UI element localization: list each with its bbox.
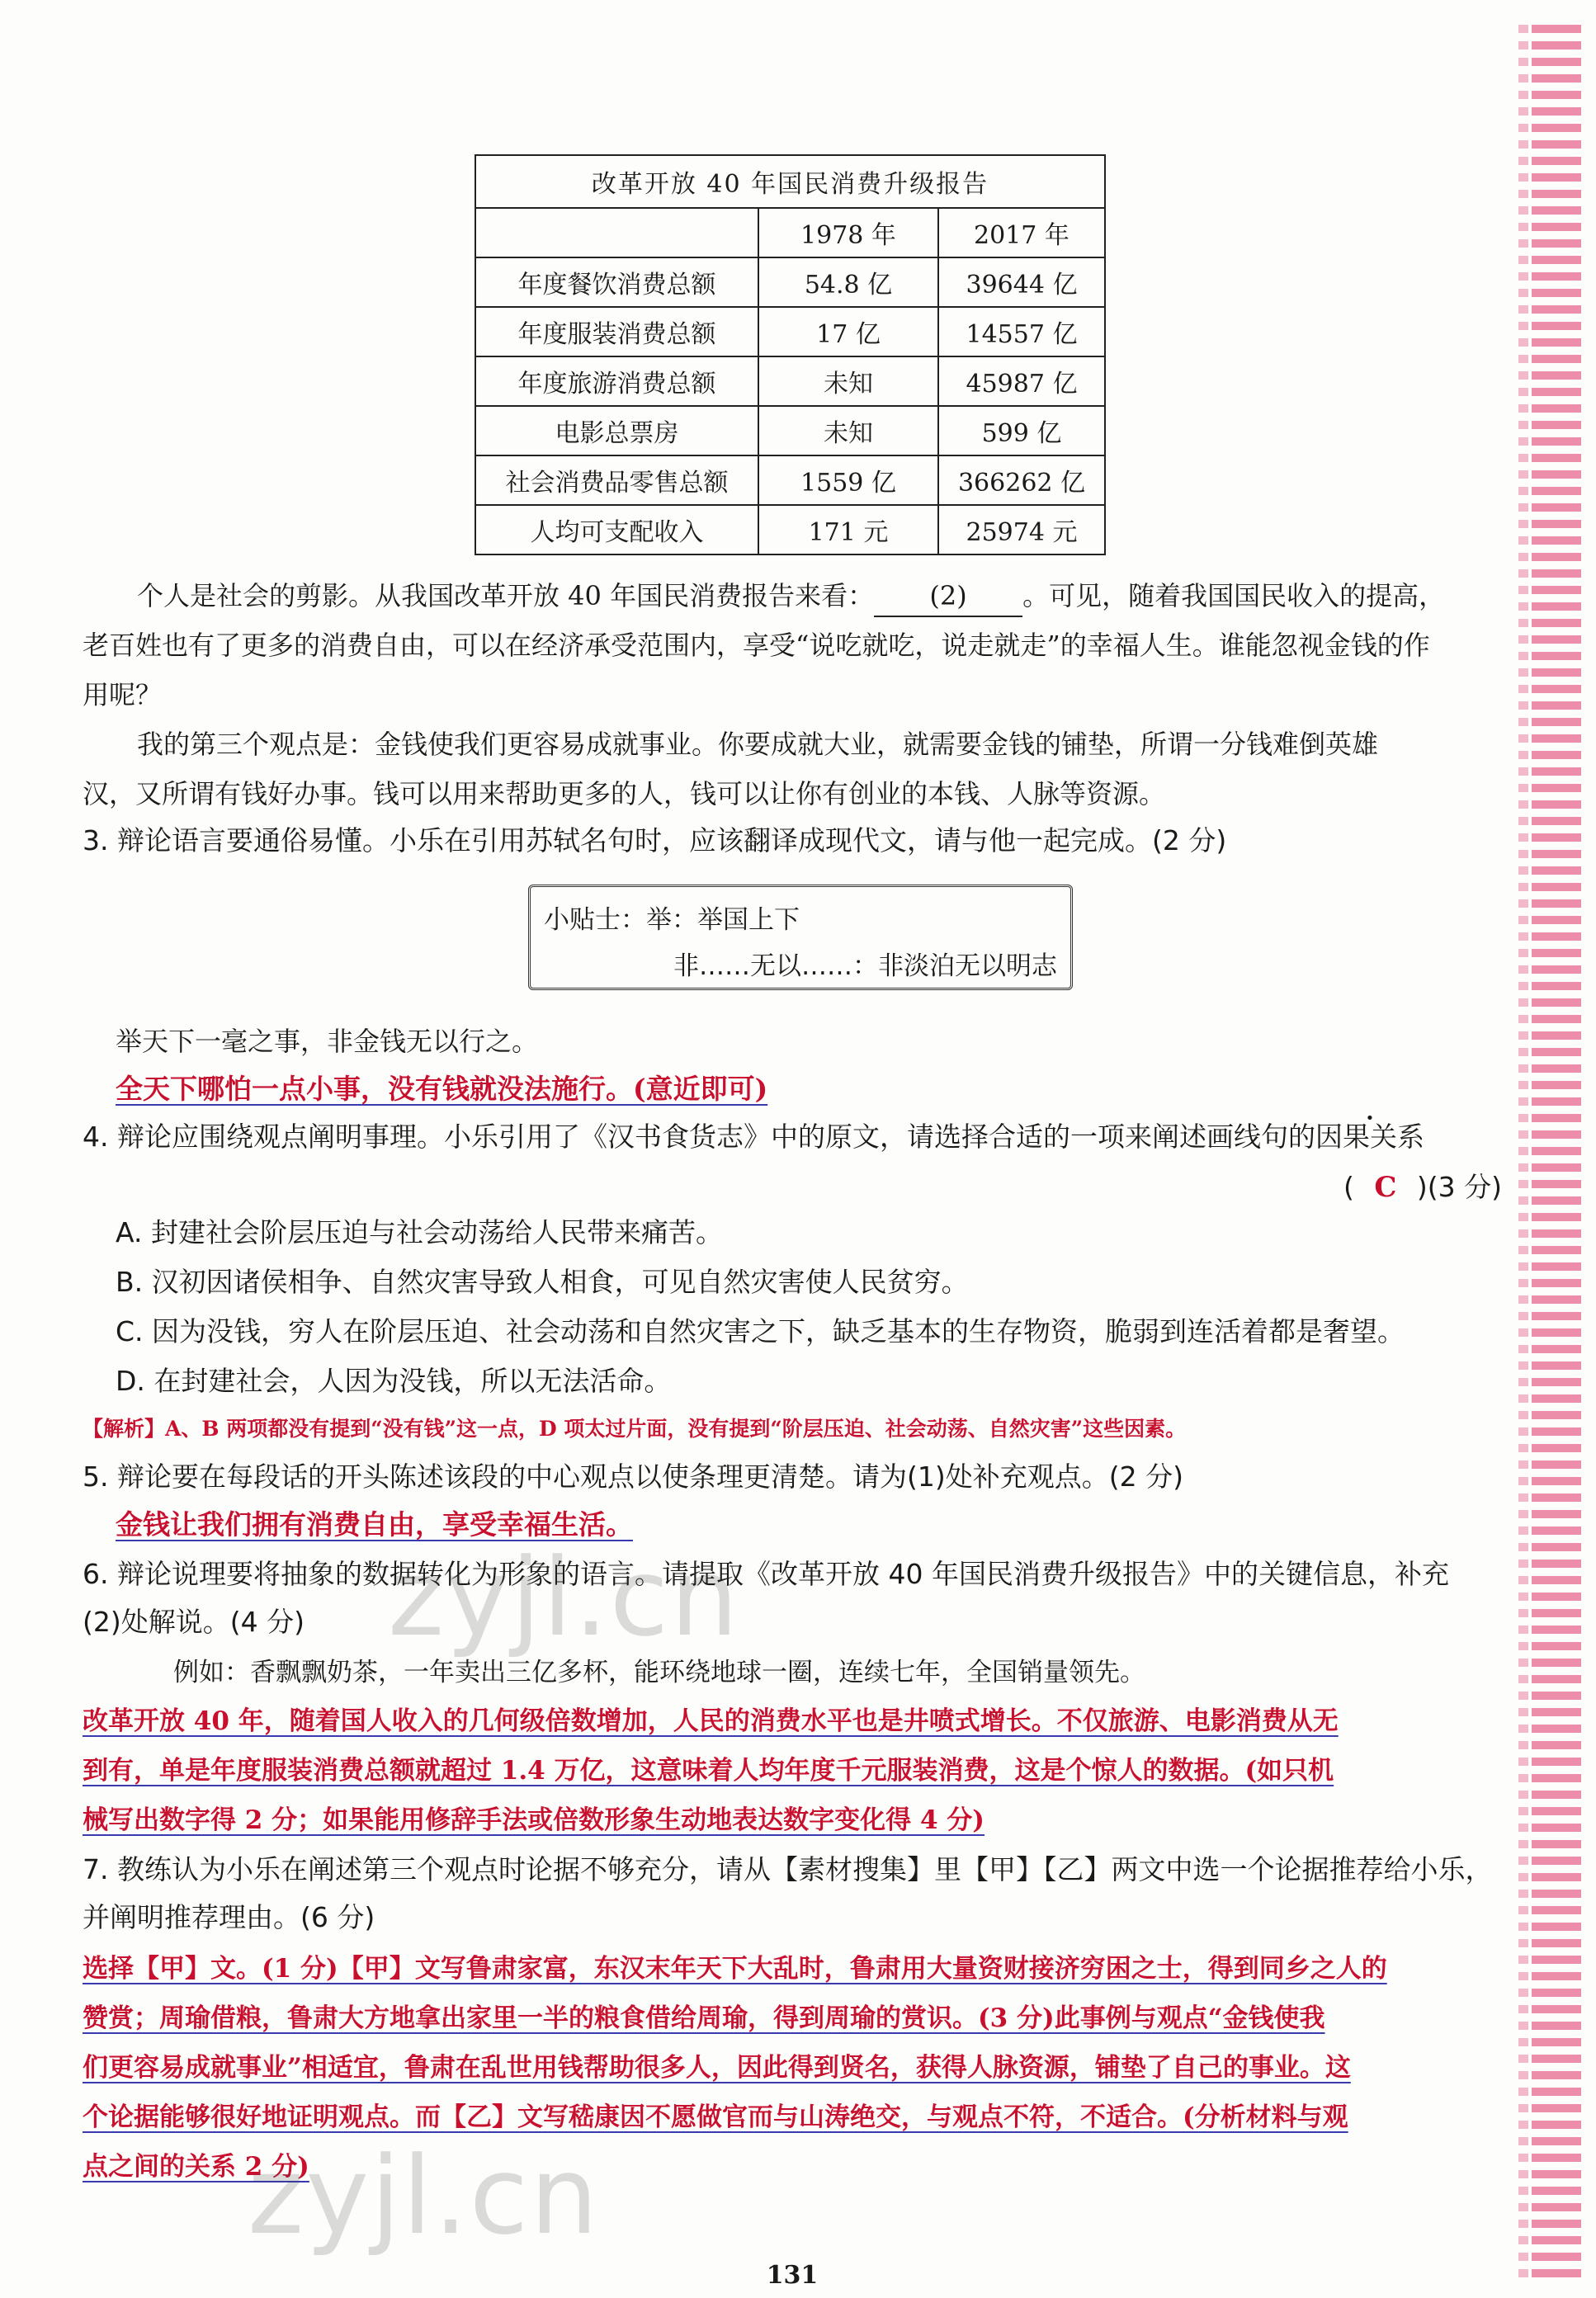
answer-underline: 全天下哪怕一点小事，没有钱就没法施行。(意近即可) <box>116 1073 768 1105</box>
paragraph-line: 老百姓也有了更多的消费自由，可以在经济承受范围内，享受“说吃就吃，说走就走”的幸福人生。谁能忽视金钱的作 <box>83 630 1430 661</box>
watermark: zyjl.cn <box>248 2133 600 2258</box>
table-cell: 社会消费品零售总额 <box>475 455 758 505</box>
answer-underline: 点之间的关系 2 分) <box>83 2152 309 2182</box>
page-edge-stripe <box>1532 25 1581 2286</box>
source-sentence: 举天下一毫之事，非金钱无以行之。 <box>116 1026 539 1057</box>
page-content <box>83 0 1502 2298</box>
answer-underline: 赞赏；周瑜借粮，鲁肃大方地拿出家里一半的粮食借给周瑜，得到周瑜的赏识。(3 分)此事例与观点“金钱使我 <box>83 2003 1325 2033</box>
answer-underline: 个论据能够很好地证明观点。而【乙】文写嵇康因不愿做官而与山涛绝交，与观点不符，不适合。(分析材料与观 <box>83 2102 1348 2132</box>
answer-text <box>83 1800 1502 1840</box>
table-cell: 未知 <box>758 406 938 455</box>
table-row <box>475 307 1105 356</box>
consumption-report-table <box>475 154 1106 555</box>
table-cell: 未知 <box>758 356 938 406</box>
table-header-cell: 1978 年 <box>758 208 938 257</box>
emphasis-text: 因果关系 <box>1315 1121 1424 1153</box>
tip-line: 小贴士：举：举国上下 <box>544 905 800 935</box>
table-header-row <box>475 208 1105 257</box>
page-edge-stripe-inner <box>1518 25 1528 2286</box>
answer-text <box>83 1998 1502 2038</box>
table-cell: 45987 亿 <box>938 356 1105 406</box>
option-a: A. 封建社会阶层压迫与社会动荡给人民带来痛苦。 <box>116 1216 723 1248</box>
answer-choice: C <box>1374 1171 1397 1204</box>
table-cell: 年度餐饮消费总额 <box>475 257 758 307</box>
table-cell: 人均可支配收入 <box>475 505 758 554</box>
text-run: 4. 辩论应围绕观点阐明事理。小乐引用了《汉书食货志》中的原文，请选择合适的一项来阐述画线句的 <box>83 1121 1315 1153</box>
question-7-stem: 并阐明推荐理由。(6 分) <box>83 1901 375 1933</box>
answer-text <box>83 1949 1502 1989</box>
table-cell: 39644 亿 <box>938 257 1105 307</box>
table-cell: 14557 亿 <box>938 307 1105 356</box>
paragraph-line: 汉，又所谓有钱好办事。钱可以用来帮助更多的人，钱可以让你有创业的本钱、人脉等资源。 <box>83 778 1166 809</box>
answer-text <box>83 2048 1502 2088</box>
answer-underline: 械写出数字得 2 分；如果能用修辞手法或倍数形象生动地表达数字变化得 4 分) <box>83 1805 985 1835</box>
paragraph-line: 用呢？ <box>83 679 163 710</box>
question-5-stem: 5. 辩论要在每段话的开头陈述该段的中心观点以使条理更清楚。请为(1)处补充观点。(2 分) <box>83 1460 1183 1493</box>
answer-text <box>83 1751 1502 1791</box>
table-cell: 年度旅游消费总额 <box>475 356 758 406</box>
question-7-stem: 7. 教练认为小乐在阐述第三个观点时论据不够充分，请从【素材搜集】里【甲】【乙】两文中选一个论据推荐给小乐， <box>83 1853 1493 1885</box>
page-number: 131 <box>766 2261 819 2290</box>
answer-text <box>83 2097 1502 2137</box>
answer-text <box>83 1701 1502 1741</box>
answer-text <box>83 1505 1502 1545</box>
tip-line: 非……无以……：非淡泊无以明志 <box>673 951 1057 981</box>
table-cell: 25974 元 <box>938 505 1105 554</box>
answer-underline: 到有，单是年度服装消费总额就超过 1.4 万亿，这意味着人均年度千元服装消费，这是个惊人的数据。(如只机 <box>83 1756 1334 1786</box>
answer-text <box>83 1069 1502 1109</box>
table-row <box>475 505 1105 554</box>
fill-blank-2: (2) <box>874 576 1022 617</box>
text-run: 。可见，随着我国国民收入的提高， <box>1022 580 1446 611</box>
table-cell: 366262 亿 <box>938 455 1105 505</box>
paragraph-line: 我的第三个观点是：金钱使我们更容易成就事业。你要成就大业，就需要金钱的铺垫，所谓一分钱难倒英雄 <box>137 729 1379 760</box>
table-header-cell: 2017 年 <box>938 208 1105 257</box>
table-row <box>475 455 1105 505</box>
option-d: D. 在封建社会，人因为没钱，所以无法活命。 <box>116 1365 672 1397</box>
table-title: 改革开放 40 年国民消费升级报告 <box>475 155 1105 208</box>
watermark: zyjl.cn <box>388 1535 740 1660</box>
table-cell: 54.8 亿 <box>758 257 938 307</box>
question-3-stem: 3. 辩论语言要通俗易懂。小乐在引用苏轼名句时，应该翻译成现代文，请与他一起完成。(2 分) <box>83 824 1227 856</box>
table-cell: 1559 亿 <box>758 455 938 505</box>
option-c: C. 因为没钱，穷人在阶层压迫、社会动荡和自然灾害之下，缺乏基本的生存物资，脆弱到连活着都是奢望。 <box>116 1315 1405 1347</box>
table-cell: 599 亿 <box>938 406 1105 455</box>
paren: )(3 分) <box>1416 1171 1502 1203</box>
answer-underline: 改革开放 40 年，随着国人收入的几何级倍数增加，人民的消费水平也是井喷式增长。不仅旅游、电影消费从无 <box>83 1706 1339 1736</box>
tip-box <box>528 885 1073 990</box>
answer-underline: 金钱让我们拥有消费自由，享受幸福生活。 <box>116 1508 633 1541</box>
question-4-stem <box>83 1117 1502 1157</box>
choice-slot <box>1343 1166 1502 1205</box>
question-6-stem: (2)处解说。(4 分) <box>83 1606 305 1638</box>
analysis-text: 【解析】A、B 两项都没有提到“没有钱”这一点，D 项太过片面，没有提到“阶层压迫、社会动荡、自然灾害”这些因素。 <box>83 1417 1187 1441</box>
table-cell: 171 元 <box>758 505 938 554</box>
answer-underline: 选择【甲】文。(1 分)【甲】文写鲁肃家富，东汉末年天下大乱时，鲁肃用大量资财接济穷困之士，得到同乡之人的 <box>83 1954 1387 1984</box>
table-cell: 电影总票房 <box>475 406 758 455</box>
table-cell: 年度服装消费总额 <box>475 307 758 356</box>
table-header-cell <box>475 208 758 257</box>
table-row <box>475 356 1105 406</box>
table-row <box>475 406 1105 455</box>
table-row <box>475 257 1105 307</box>
option-b: B. 汉初因诸侯相争、自然灾害导致人相食，可见自然灾害使人民贫穷。 <box>116 1266 969 1298</box>
question-6-stem: 6. 辩论说理要将抽象的数据转化为形象的语言。请提取《改革开放 40 年国民消费升级报告》中的关键信息，补充 <box>83 1558 1449 1590</box>
paren: ( <box>1343 1171 1354 1203</box>
text-run: 个人是社会的剪影。从我国改革开放 40 年国民消费报告来看： <box>137 580 875 611</box>
table-cell: 17 亿 <box>758 307 938 356</box>
answer-underline: 们更容易成就事业”相适宜，鲁肃在乱世用钱帮助很多人，因此得到贤名，获得人脉资源，铺垫了自己的事业。这 <box>83 2053 1351 2083</box>
example-text: 例如：香飘飘奶茶，一年卖出三亿多杯，能环绕地球一圈，连续七年，全国销量领先。 <box>173 1658 1145 1687</box>
paragraph-line <box>83 576 1502 617</box>
